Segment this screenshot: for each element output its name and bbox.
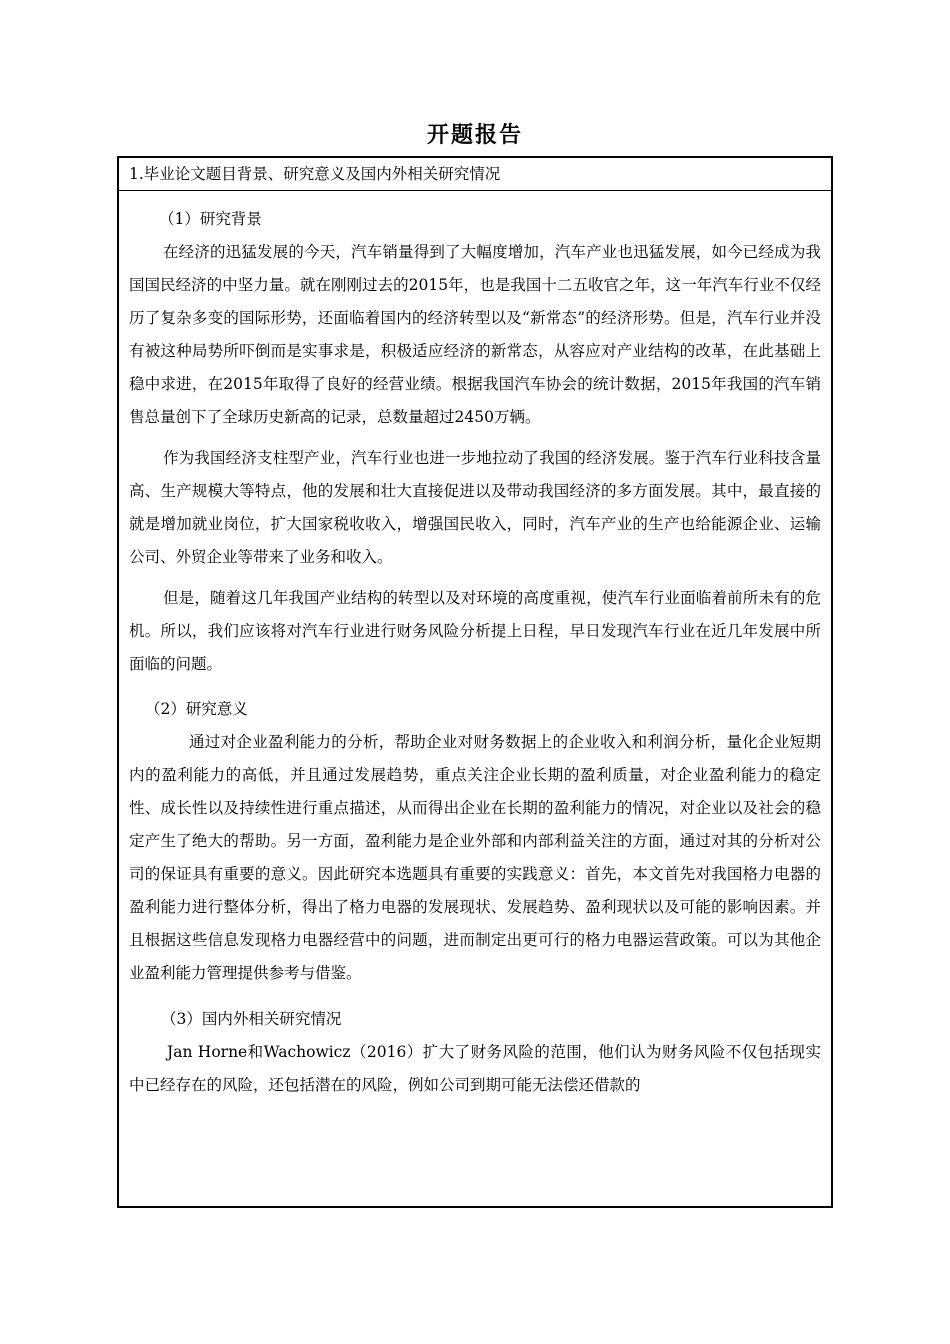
section-content — [119, 203, 831, 1102]
related-research-heading: （3）国内外相关研究情况 — [161, 1010, 342, 1028]
research-significance-heading: （2）研究意义 — [145, 700, 248, 718]
research-background-paragraph-3: 但是，随着这几年我国产业结构的转型以及对环境的高度重视，使汽车行业面临着前所未有的危机。所以，我们应该将对汽车行业进行财务风险分析提上日程，早日发现汽车行业在近几年发展中所面临的问题。 — [129, 589, 821, 673]
research-significance-paragraph-1: 通过对企业盈利能力的分析，帮助企业对财务数据上的企业收入和利润分析，量化企业短期内的盈利能力的高低，并且通过发展趋势，重点关注企业长期的盈利质量，对企业盈利能力的稳定性、成长性以及持续性进行重点描述，从而得出企业在长期的盈利能力的情况，对企业以及社会的稳定产生了绝大的帮助。另一方面，盈利能力是企业外部和内部利益关注的方面，通过对其的分析对公司的保证具有重要的意义。因此研究本选题具有重要的实践意义：首先，本文首先对我国格力电器的盈利能力进行整体分析，得出了格力电器的发展现状、发展趋势、盈利现状以及可能的影响因素。并且根据这些信息发现格力电器经营中的问题，进而制定出更可行的格力电器运营政策。可以为其他企业盈利能力管理提供参考与借鉴。 — [129, 733, 821, 982]
report-table — [117, 156, 833, 1208]
research-background-paragraph-2: 作为我国经济支柱型产业，汽车行业也进一步地拉动了我国的经济发展。鉴于汽车行业科技含量高、生产规模大等特点，他的发展和壮大直接促进以及带动我国经济的多方面发展。其中，最直接的就是增加就业岗位，扩大国家税收收入，增强国民收入，同时，汽车产业的生产也给能源企业、运输公司、外贸企业等带来了业务和收入。 — [129, 449, 821, 566]
related-research-paragraph-1: Jan Horne和Wachowicz（2016）扩大了财务风险的范围，他们认为财务风险不仅包括现实中已经存在的风险，还包括潜在的风险，例如公司到期可能无法偿还借款的 — [129, 1043, 821, 1094]
page-title: 开题报告 — [426, 122, 523, 148]
research-background-heading: （1）研究背景 — [159, 210, 262, 228]
research-background-paragraph-1: 在经济的迅猛发展的今天，汽车销量得到了大幅度增加，汽车产业也迅猛发展，如今已经成为我国国民经济的中坚力量。就在刚刚过去的2015年，也是我国十二五收官之年，这一年汽车行业不仅经历了复杂多变的国际形势，还面临着国内的经济转型以及“新常态”的经济形势。但是，汽车行业并没有被这种局势所吓倒而是实事求是，积极适应经济的新常态，从容应对产业结构的改革，在此基础上稳中求进，在2015年取得了良好的经营业绩。根据我国汽车协会的统计数据，2015年我国的汽车销售总量创下了全球历史新高的记录，总数量超过2450万辆。 — [129, 243, 821, 426]
section-header: 1.毕业论文题目背景、研究意义及国内外相关研究情况 — [119, 158, 831, 191]
